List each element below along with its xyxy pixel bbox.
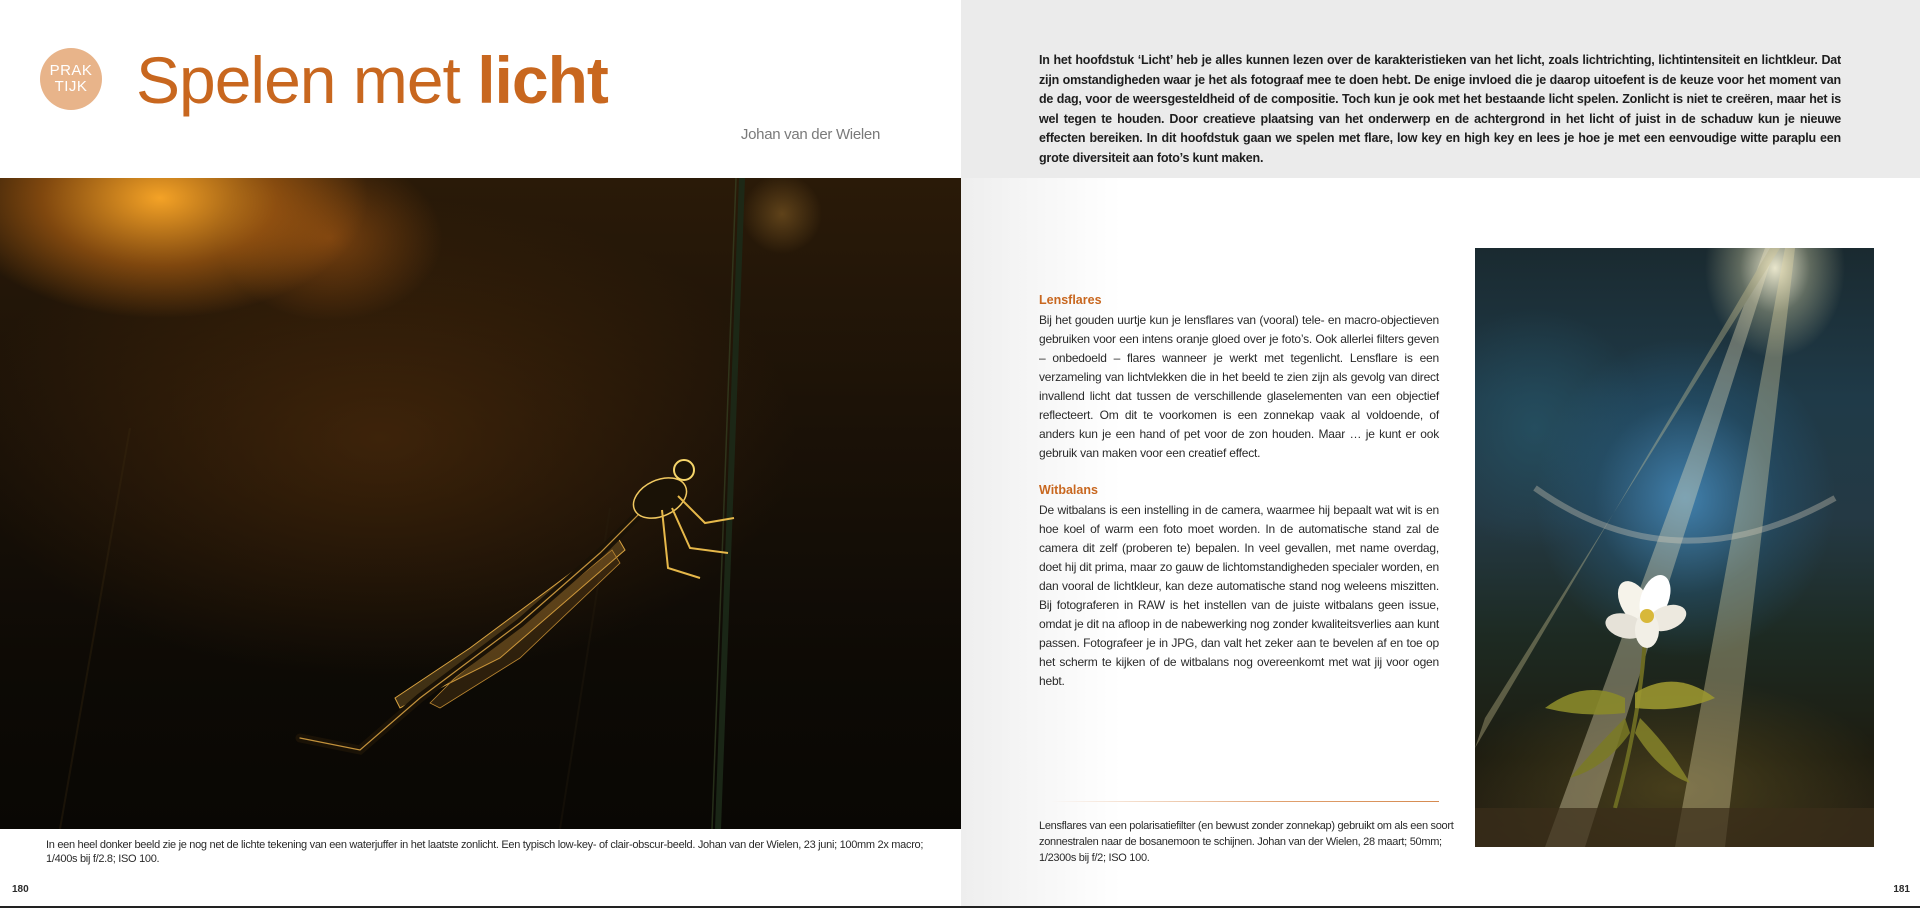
anemone-photo [1475,248,1874,847]
right-page [961,0,1920,908]
section-heading-lensflares: Lensflares [1039,293,1102,307]
section-witbalans [1039,481,1439,691]
badge-line-1: PRAK [49,62,93,79]
chapter-title [136,40,608,120]
page-number-right: 181 [1893,884,1910,895]
section-body-lensflares: Bij het gouden uurtje kun je lensflares van (vooral) tele- en macro-objectieven gebruiken voor een intens oranje gloed over je foto’s. Ook allerlei filters geven – onbedoeld – flares wanneer je werkt met tegenlicht. Lensflare is een verzameling van lichtvlekken die in het beeld te zien zijn als gevolg van direct invallend licht dat tussen de verschillende glaselementen van een objectief reflecteert. Om dit te voorkomen is een zonnekap vaak al voldoende, of anders kun je een hand of pet voor de zon houden. Maar … je kunt er ook gebruik van maken voor een creatief effect. [1039,313,1439,460]
dragonfly-photo [0,178,961,829]
chapter-title-regular: Spelen met [136,43,478,117]
author-name: Johan van der Wielen [740,126,880,143]
anemone-caption: Lensflares van een polarisatiefilter (en bewust zonder zonnekap) gebruikt om als een soort zonnestralen naar de bosanemoon te schijnen. Johan van der Wielen, 28 maart; 50mm; 1/2300s bij f/2; ISO 100. [1039,820,1454,864]
anemone-illustration [1475,248,1874,847]
page-number-left: 180 [12,884,29,895]
intro-paragraph: In het hoofdstuk ‘Licht’ heb je alles kunnen lezen over de karakteristieken van het licht, zoals lichtrichting, lichtintensiteit en lichtkleur. Dat zijn omstandigheden waar je het als fotograaf mee te doen hebt. De enige invloed die je daarop uitoefent is de keuze voor het moment van de dag, voor de weersgesteldheid of de compositie. Toch kun je ook met het bestaande licht spelen. Zonlicht is niet te creëren, maar het is wel tegen te houden. Door creatieve plaatsing van het onderwerp en de achtergrond in het licht of juist in de schaduw kun je nieuwe effecten bereiken. In dit hoofdstuk gaan we spelen met flare, low key en high key en lees je hoe je met een eenvoudige witte paraplu een grote diversiteit aan foto’s kunt maken. [1039,53,1841,165]
section-heading-witbalans: Witbalans [1039,483,1098,497]
badge-line-2: TIJK [54,78,88,95]
dragonfly-illustration [0,178,961,829]
section-body-witbalans: De witbalans is een instelling in de camera, waarmee hij bepaalt wat wit is en hoe koel of warm een foto moet worden. In de automatische stand zal de camera dit zelf (proberen te) bepalen. In veel gevallen, met name overdag, doet hij dit prima, maar zo gauw de lichtomstandigheden specialer worden, en dan vooral de lichtkleur, kan deze automatische stand nog weleens miszitten. Bij fotograferen in RAW is het instellen van de juiste witbalans geen issue, omdat je dit na afloop in de nabewerking nog zonder kwaliteitsverlies aan kunt passen. Fotografeer je in JPG, dan valt het zeker aan te bevelen af en toe op het scherm te kijken of de witbalans nog overeenkomt met wat jij voor ogen hebt. [1039,503,1439,688]
caption-divider [1051,801,1439,802]
sun-rays [1475,248,1795,847]
section-lensflares [1039,291,1439,463]
dragonfly-caption: In een heel donker beeld zie je nog net de lichte tekening van een waterjuffer in het laatste zonlicht. Een typisch low-key- of clair-obscur-beeld. Johan van der Wielen, 23 juni; 100mm 2x macro; 1/400s bij f/2.8; ISO 100. [46,839,924,865]
chapter-title-bold: licht [477,43,608,117]
praktijk-badge [40,48,102,110]
